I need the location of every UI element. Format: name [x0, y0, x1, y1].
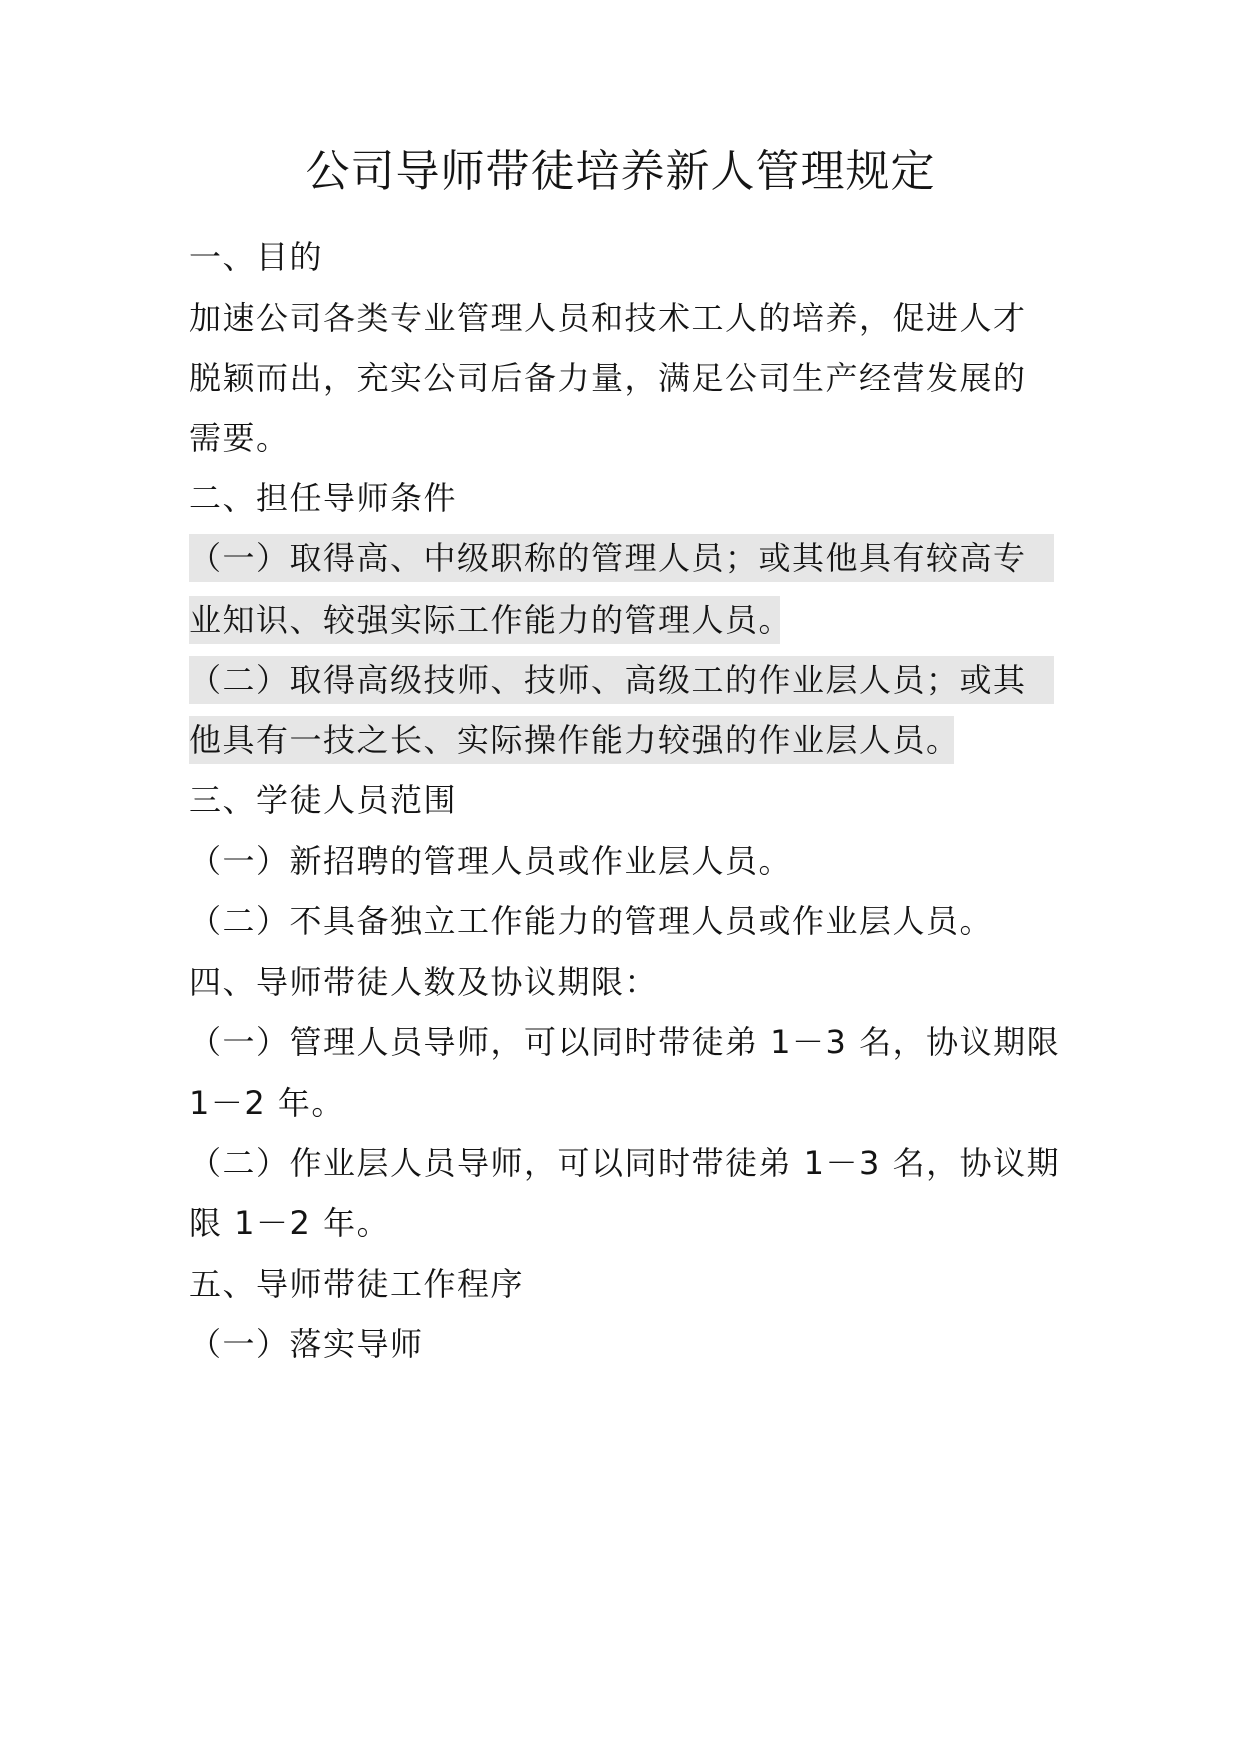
section-heading-apprentice-scope: 三、学徒人员范围 — [189, 781, 458, 819]
highlighted-line: （二）取得高级技师、技师、高级工的作业层人员；或其 — [189, 656, 1054, 704]
highlighted-line: 业知识、较强实际工作能力的管理人员。 — [189, 596, 780, 644]
paragraph-line: 脱颖而出，充实公司后备力量，满足公司生产经营发展的 — [189, 359, 1027, 397]
paragraph-line: 加速公司各类专业管理人员和技术工人的培养，促进人才 — [189, 299, 1027, 337]
paragraph-line: 需要。 — [189, 419, 290, 457]
highlighted-line: 他具有一技之长、实际操作能力较强的作业层人员。 — [189, 716, 954, 764]
section-heading-purpose: 一、目的 — [189, 238, 324, 276]
section-heading-procedure: 五、导师带徒工作程序 — [189, 1265, 525, 1303]
list-item: （一）管理人员导师，可以同时带徒弟 1－3 名，协议期限 — [189, 1023, 1061, 1061]
list-item: 1－2 年。 — [189, 1084, 345, 1122]
list-item: （二）作业层人员导师，可以同时带徒弟 1－3 名，协议期 — [189, 1144, 1061, 1182]
section-heading-mentor-conditions: 二、担任导师条件 — [189, 479, 458, 517]
document-title: 公司导师带徒培养新人管理规定 — [305, 146, 936, 197]
list-item: （二）不具备独立工作能力的管理人员或作业层人员。 — [189, 902, 994, 940]
list-item: 限 1－2 年。 — [189, 1204, 391, 1242]
list-item: （一）落实导师 — [189, 1325, 424, 1363]
list-item: （一）新招聘的管理人员或作业层人员。 — [189, 842, 793, 880]
section-heading-quota-and-term: 四、导师带徒人数及协议期限： — [189, 963, 659, 1001]
highlighted-line: （一）取得高、中级职称的管理人员；或其他具有较高专 — [189, 534, 1054, 582]
